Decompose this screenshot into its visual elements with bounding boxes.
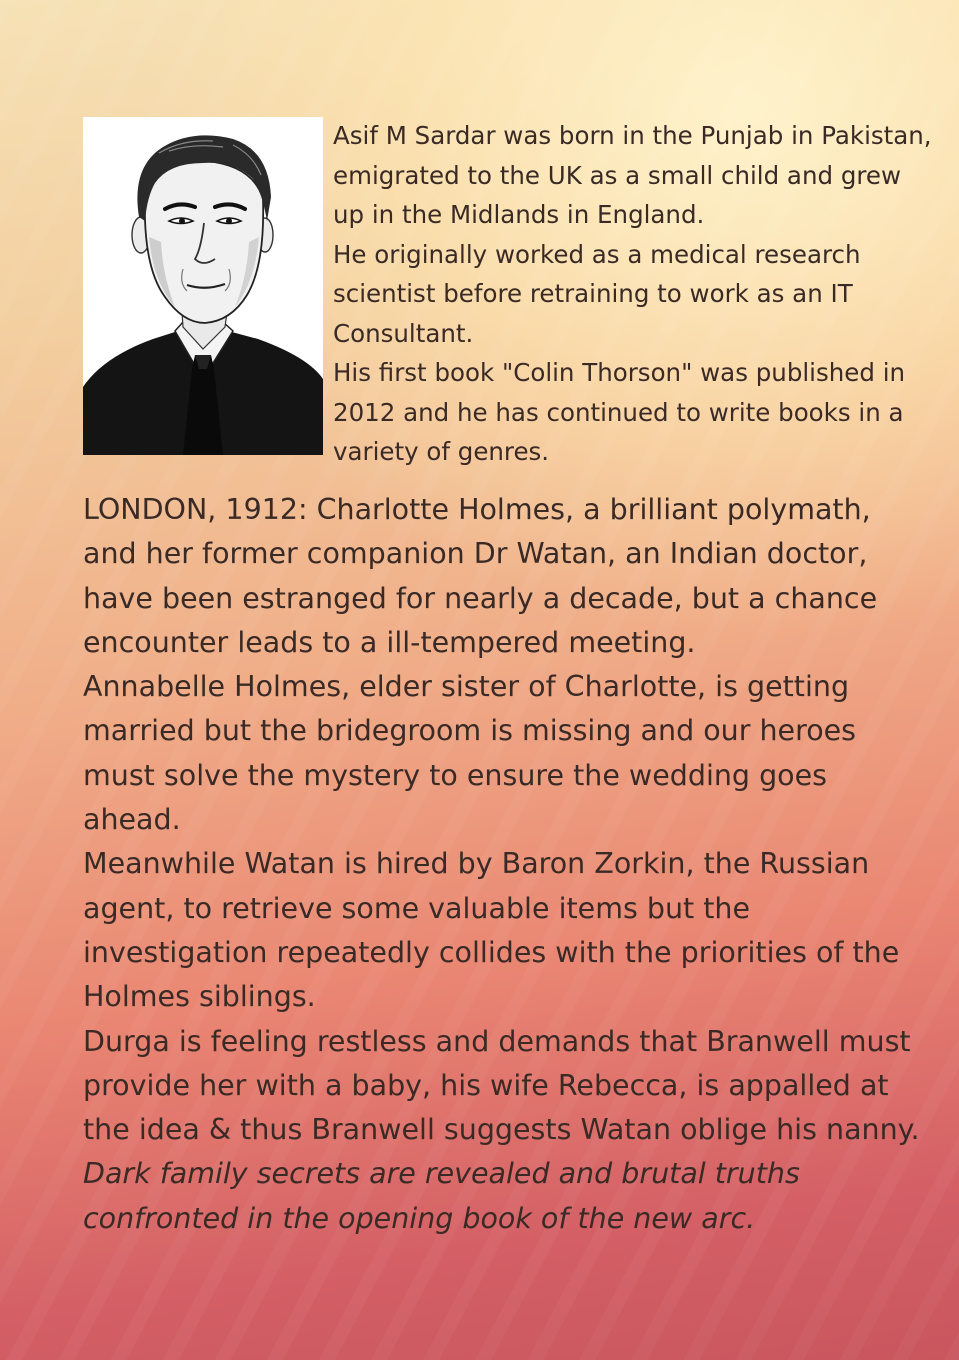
synopsis-paragraph: Meanwhile Watan is hired by Baron Zorkin, the Russian agent, to retrieve some valuable items but the investigation repeatedly collides with the priorities of the Holmes siblings. [83,847,900,1014]
bio-paragraph: Asif M Sardar was born in the Punjab in Pakistan, emigrated to the UK as a small child and grew up in the Midlands in England. [333,121,932,229]
synopsis-paragraph: Durga is feeling restless and demands that Branwell must provide her with a baby, his wife Rebecca, is appalled at the idea & thus Branwell suggests Watan oblige his nanny. [83,1024,920,1147]
synopsis-closing-line: Dark family secrets are revealed and brutal truths confronted in the opening book of the new arc. [83,1157,800,1235]
book-synopsis [83,488,928,1241]
bio-paragraph: His first book "Colin Thorson" was published in 2012 and he has continued to write books in a variety of genres. [333,358,906,466]
synopsis-paragraph: LONDON, 1912: Charlotte Holmes, a brilliant polymath, and her former companion Dr Watan, an Indian doctor, have been estranged for nearly a decade, but a chance encounter leads to a ill-tempered meeting. [83,493,878,659]
synopsis-paragraph: Annabelle Holmes, elder sister of Charlotte, is getting married but the bridegroom is missing and our heroes must solve the mystery to ensure the wedding goes ahead. [83,670,857,837]
author-bio [333,116,933,472]
author-portrait-sketch-icon [83,117,323,455]
author-portrait [83,117,323,455]
bio-paragraph: He originally worked as a medical research scientist before retraining to work as an IT Consultant. [333,239,861,348]
